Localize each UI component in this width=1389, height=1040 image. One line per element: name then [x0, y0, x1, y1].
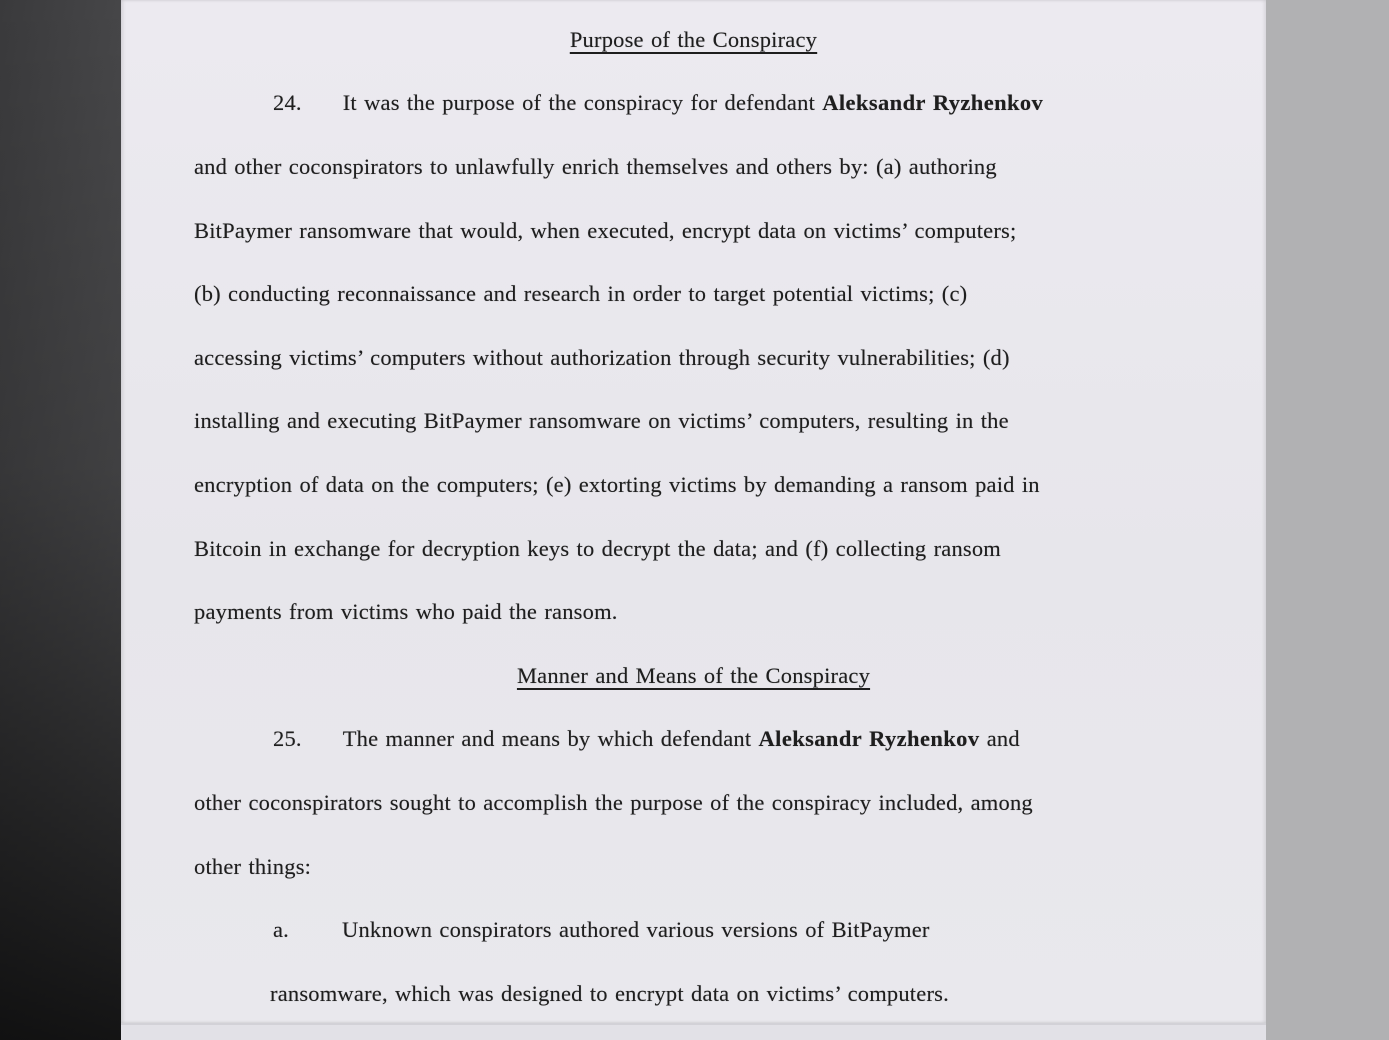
tab-spacer: [302, 739, 343, 740]
text-segment: Manner and Means of the Conspiracy: [516, 662, 871, 688]
text-segment: installing and executing BitPaymer ransomware on victims’ computers, resulting in the: [194, 408, 1009, 434]
text-segment: ransomware, which was designed to encrypt data on victims’ computers.: [270, 980, 949, 1006]
document-line: [121, 835, 1266, 899]
document-line: [121, 708, 1266, 772]
document-line: [121, 326, 1266, 390]
document-line: [121, 771, 1266, 835]
defendant-name: Aleksandr Ryzhenkov: [758, 726, 980, 752]
tab-spacer: [289, 930, 342, 931]
text-segment: accessing victims’ computers without authorization through security vulnerabilities; (d): [194, 344, 1010, 370]
document-line: [121, 262, 1266, 326]
text-segment: 25.: [273, 726, 302, 752]
document-line: [121, 135, 1266, 199]
document-line: [121, 898, 1266, 962]
document-line: [121, 199, 1266, 263]
text-segment: other things:: [194, 853, 312, 879]
document-line: [121, 72, 1266, 136]
text-segment: payments from victims who paid the ransom.: [194, 599, 618, 625]
text-segment: a.: [273, 917, 290, 943]
section-heading: [121, 8, 1266, 72]
document-line: [121, 517, 1266, 581]
text-segment: (b) conducting reconnaissance and research in order to target potential victims; (c): [194, 281, 968, 307]
tab-spacer: [302, 103, 343, 104]
text-segment: Purpose of the Conspiracy: [569, 26, 818, 52]
text-segment: 24.: [273, 90, 302, 116]
text-segment: other coconspirators sought to accomplish the purpose of the conspiracy included, among: [194, 789, 1033, 815]
document-line: [121, 453, 1266, 517]
page-bottom-edge: [121, 1023, 1266, 1040]
document-line: [121, 390, 1266, 454]
document-line: [121, 580, 1266, 644]
section-heading: [121, 644, 1266, 708]
text-segment: and: [979, 726, 1020, 752]
text-segment: and other coconspirators to unlawfully enrich themselves and others by: (a) authoring: [194, 153, 997, 179]
text-segment: encryption of data on the computers; (e) extorting victims by demanding a ransom paid in: [194, 471, 1040, 497]
document-content: [121, 8, 1266, 1026]
desk-shadow-left: [0, 0, 121, 1040]
text-segment: BitPaymer ransomware that would, when executed, encrypt data on victims’ computers;: [194, 217, 1017, 243]
defendant-name: Aleksandr Ryzhenkov: [822, 90, 1044, 116]
text-segment: Bitcoin in exchange for decryption keys to decrypt the data; and (f) collecting ransom: [194, 535, 1002, 561]
document-line: [121, 962, 1266, 1026]
text-segment: Unknown conspirators authored various versions of BitPaymer: [342, 917, 930, 943]
document-page: [121, 0, 1266, 1023]
text-segment: It was the purpose of the conspiracy for defendant: [342, 90, 823, 116]
text-segment: The manner and means by which defendant: [342, 726, 759, 752]
